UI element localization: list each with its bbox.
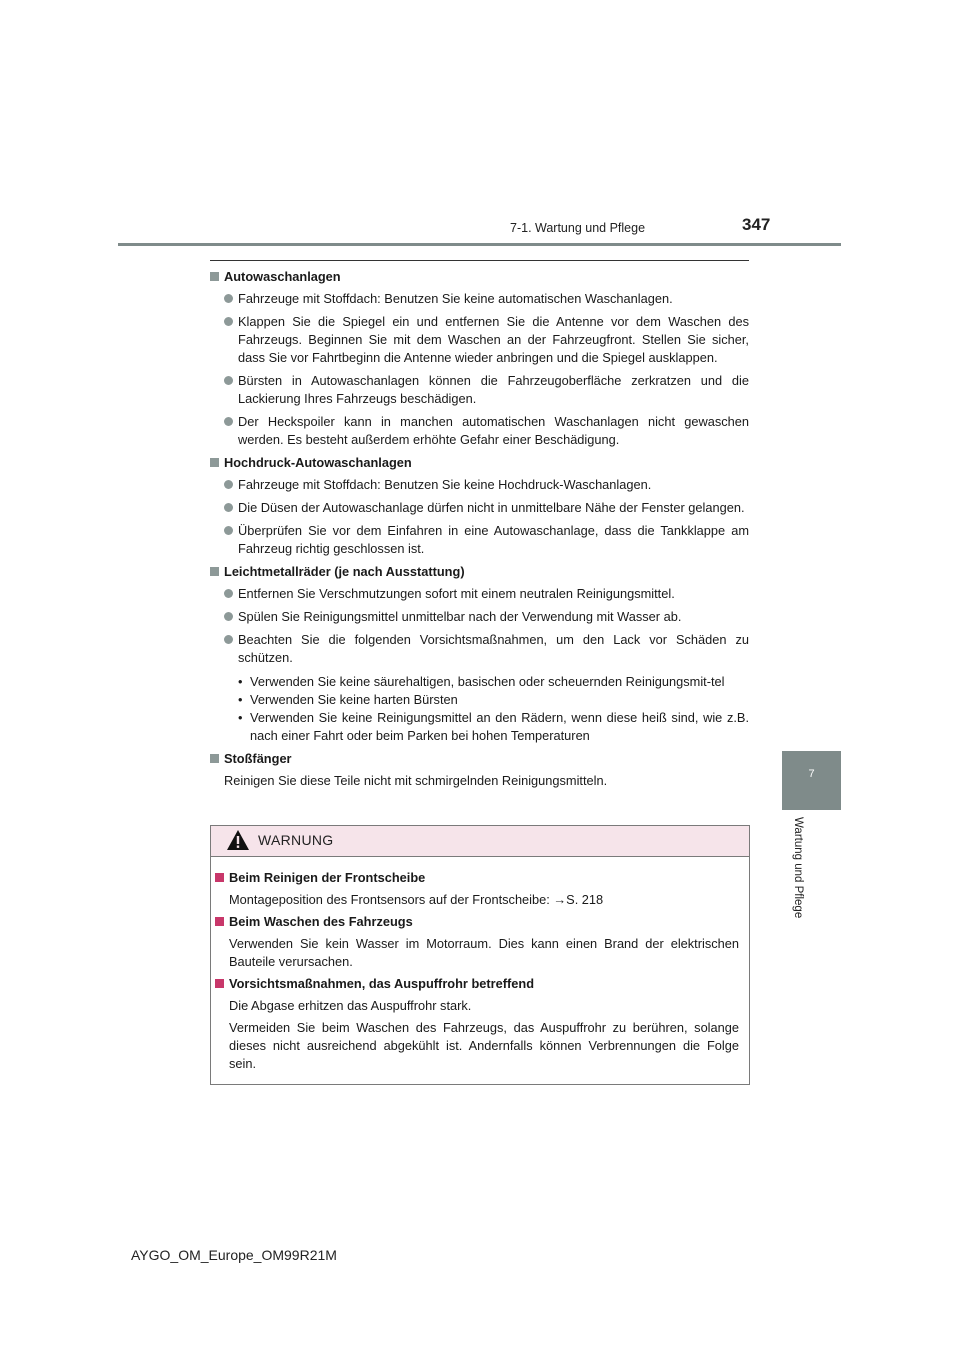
sub-list-item: • Verwenden Sie keine Reinigungsmittel an den Rädern, wenn diese heiß sind, wie z.B. nach einer Fahrt oder beim Parken bei hohen Temperaturen: [238, 710, 749, 743]
sub-list: [210, 673, 749, 745]
round-bullet-icon: [224, 294, 233, 303]
warning-box: [210, 825, 750, 1085]
footer-doc-id: AYGO_OM_Europe_OM99R21M: [131, 1247, 337, 1263]
square-bullet-icon: [210, 754, 219, 763]
warning-item-heading: Beim Reinigen der Frontscheibe: [215, 869, 739, 887]
section-heading: Autowaschanlagen: [210, 268, 749, 286]
section-title: 7-1. Wartung und Pflege: [510, 221, 646, 235]
list-item: Klappen Sie die Spiegel ein und entfernen Sie die Antenne vor dem Waschen des Fahrzeugs. Beginnen Sie mit dem Waschen an der Fahrzeugfront. Stellen Sie sicher, dass Sie vor Fahrtbeginn die Antenne wieder anbringen und die Spiegel ausklappen.: [210, 313, 749, 367]
square-bullet-icon: [215, 979, 224, 988]
content-rule: [210, 260, 749, 261]
square-bullet-icon: [210, 567, 219, 576]
round-bullet-icon: [224, 417, 233, 426]
round-bullet-icon: [224, 612, 233, 621]
section-heading: Stoßfänger: [210, 750, 749, 768]
round-bullet-icon: [224, 589, 233, 598]
square-bullet-icon: [210, 272, 219, 281]
round-bullet-icon: [224, 503, 233, 512]
list-item: Die Düsen der Autowaschanlage dürfen nicht in unmittelbare Nähe der Fenster gelangen.: [210, 499, 749, 517]
list-item: Spülen Sie Reinigungsmittel unmittelbar nach der Verwendung mit Wasser ab.: [210, 608, 749, 626]
list-item: Entfernen Sie Verschmutzungen sofort mit einem neutralen Reinigungsmittel.: [210, 585, 749, 603]
warning-triangle-icon: [226, 829, 250, 851]
list-item: Beachten Sie die folgenden Vorsichtsmaßnahmen, um den Lack vor Schäden zu schützen.: [210, 631, 749, 667]
round-bullet-icon: [224, 635, 233, 644]
warning-paragraph: Vermeiden Sie beim Waschen des Fahrzeugs, das Auspuffrohr zu berühren, solange dieses nicht ausreichend abgekühlt ist. Andernfalls können Verbrennungen die Folge sein.: [229, 1020, 739, 1071]
round-bullet-icon: [224, 526, 233, 535]
list-item: Fahrzeuge mit Stoffdach: Benutzen Sie keine automatischen Waschanlagen.: [210, 290, 749, 308]
chapter-label: Wartung und Pflege: [792, 817, 804, 919]
round-bullet-icon: [224, 376, 233, 385]
header-rule: [118, 243, 841, 246]
sub-list-item: • Verwenden Sie keine säurehaltigen, basischen oder scheuernden Reinigungsmit-tel: [238, 674, 725, 689]
warning-item-heading: Vorsichtsmaßnahmen, das Auspuffrohr betreffend: [215, 975, 739, 993]
square-bullet-icon: [210, 458, 219, 467]
list-item: Bürsten in Autowaschanlagen können die Fahrzeugoberfläche zerkratzen und die Lackierung Ihres Fahrzeugs beschädigen.: [210, 372, 749, 408]
section-heading: Leichtmetallräder (je nach Ausstattung): [210, 563, 749, 581]
warning-body: [211, 857, 749, 1073]
list-item: Fahrzeuge mit Stoffdach: Benutzen Sie keine Hochdruck-Waschanlagen.: [210, 476, 749, 494]
warning-title: WARNUNG: [258, 832, 334, 848]
warning-paragraph: Verwenden Sie kein Wasser im Motorraum. Dies kann einen Brand der elektrischen Bauteile verursachen.: [229, 936, 739, 969]
chapter-number: 7: [808, 768, 815, 780]
paragraph: Reinigen Sie diese Teile nicht mit schmirgelnden Reinigungsmitteln.: [224, 773, 608, 788]
section-heading: Hochdruck-Autowaschanlagen: [210, 454, 749, 472]
warning-paragraph: Die Abgase erhitzen das Auspuffrohr stark.: [229, 998, 472, 1013]
list-item: Der Heckspoiler kann in manchen automatischen Waschanlagen nicht gewaschen werden. Es besteht außerdem erhöhte Gefahr einer Beschädigung.: [210, 413, 749, 449]
main-content: [210, 268, 749, 790]
round-bullet-icon: [224, 480, 233, 489]
warning-paragraph: Montageposition des Frontsensors auf der Frontscheibe: →S. 218: [229, 892, 604, 907]
chapter-tab: [782, 751, 841, 810]
sub-list-item: • Verwenden Sie keine harten Bürsten: [238, 692, 458, 707]
list-item: Überprüfen Sie vor dem Einfahren in eine Autowaschanlage, dass die Tankklappe am Fahrzeug richtig geschlossen ist.: [210, 522, 749, 558]
square-bullet-icon: [215, 873, 224, 882]
page-number: 347: [742, 215, 771, 234]
warning-header: [211, 826, 749, 857]
square-bullet-icon: [215, 917, 224, 926]
round-bullet-icon: [224, 317, 233, 326]
warning-item-heading: Beim Waschen des Fahrzeugs: [215, 913, 739, 931]
